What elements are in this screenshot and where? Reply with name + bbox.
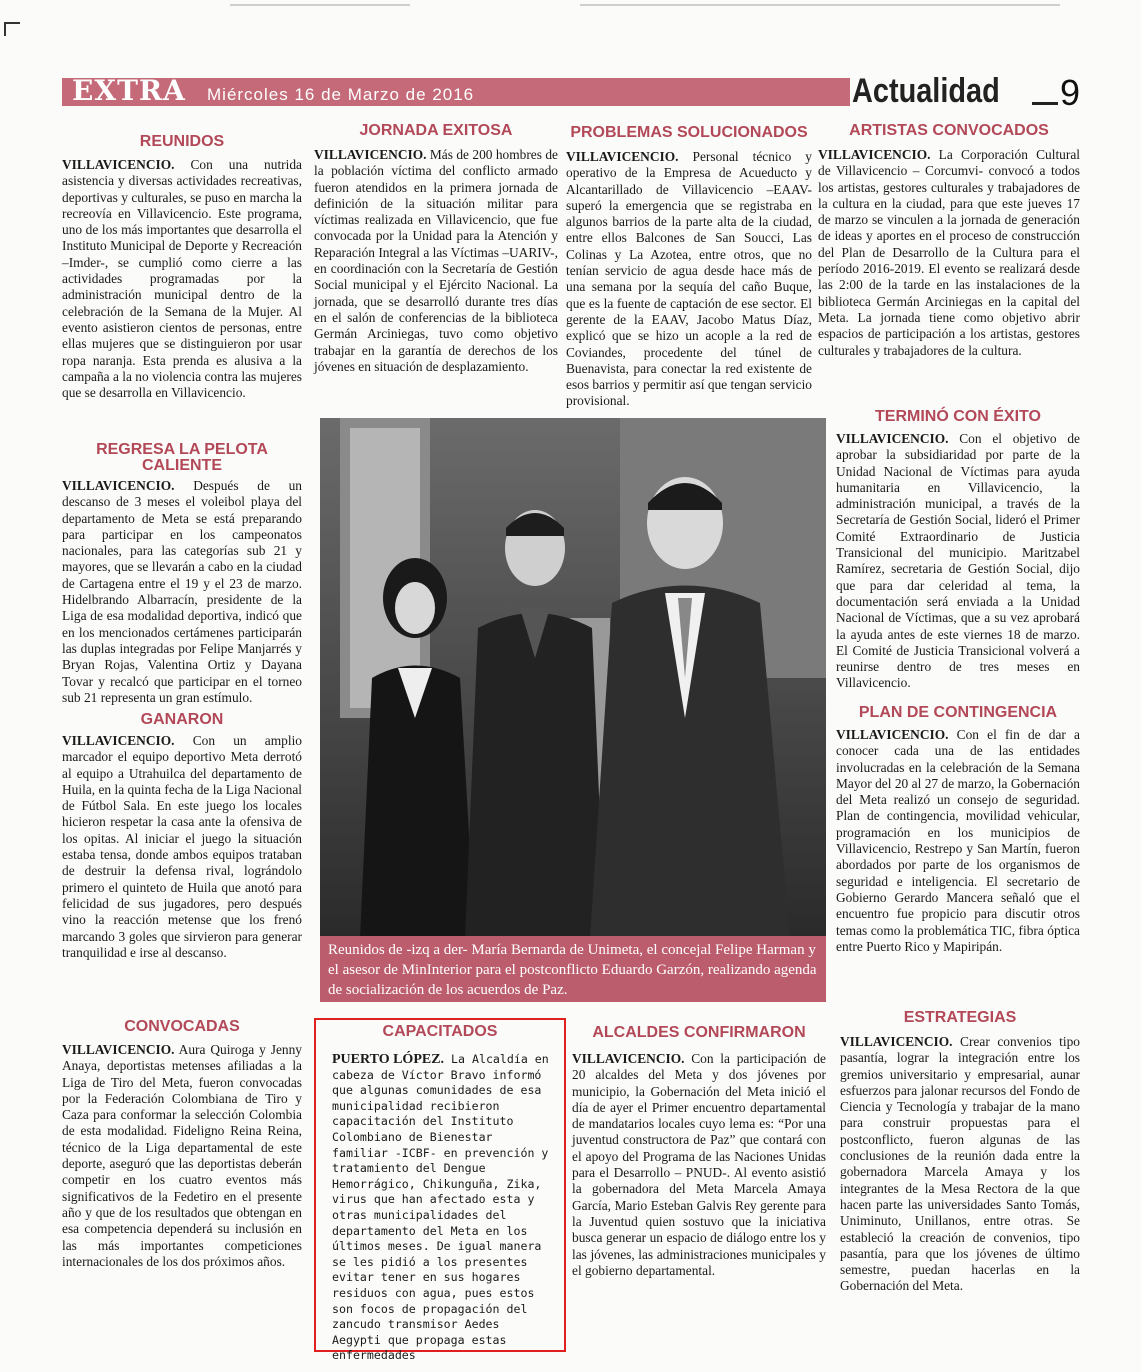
article-body (62, 157, 302, 401)
page-number: 9 (1060, 72, 1081, 113)
article-city: VILLAVICENCIO. (836, 431, 949, 446)
masthead (62, 72, 1085, 113)
article-pelota (62, 442, 302, 706)
article-title: REUNIDOS (139, 133, 225, 150)
article-body (62, 478, 302, 706)
article-body (840, 1034, 1080, 1295)
article-text: Con una nutrida asistencia y diversas actividades recreativas, deportivas y culturales, se puso en marcha la recreovía en Villavicencio. Este programa, uno de los más importantes que desarrolla el Instituto Municipal de Deporte y Recreación –Imder-, se cumplió como cierre a las actividades programadas por la administración municipal dentro de la celebración de la Semana de la Mujer. Al evento asistieron cientos de personas, entre ellas mujeres que se distinguieron por usar ropa naranja. Esta prenda es alusiva a la campaña a la no violencia contra las mujeres que se desarrolla en Villavicencio. (62, 157, 302, 401)
article-city: VILLAVICENCIO. (62, 478, 175, 493)
newspaper-logo: EXTRA (72, 74, 186, 107)
photo-illustration (320, 418, 826, 938)
article-title: REGRESA LA PELOTA CALIENTE (96, 441, 268, 474)
news-photo (320, 418, 826, 1002)
article-title: PROBLEMAS SOLUCIONADOS (570, 124, 808, 141)
article-title: ESTRATEGIAS (903, 1009, 1017, 1026)
article-text: Más de 200 hombres de la población víctima del conflicto armado fueron atendidos en la primera jornada de definición de la situación militar para víctimas realizada en Villavicencio, que fue convocada por la Unidad para la Atención y Reparación Integral a las Víctimas –UARIV-, en coordinación con la Secretaría de Gestión Social municipal y el Ejército Nacional. La jornada, que se desarrolló durante tres días en el salón de conferencias de la biblioteca Germán Arciniegas, tuvo como objetivo trabajar en la garantía de derechos de los jóvenes en situación de desplazamiento. (314, 147, 558, 374)
article-city: VILLAVICENCIO. (62, 733, 175, 748)
article-body (332, 1052, 552, 1364)
article-title: JORNADA EXITOSA (359, 122, 513, 139)
article-body (836, 431, 1080, 692)
article-problemas (566, 125, 812, 410)
article-body (566, 149, 812, 410)
article-title: CONVOCADAS (124, 1018, 240, 1035)
article-text: La Alcaldía en cabeza de Víctor Bravo informó que algunas comunidades de esa municipalidad recibieron capacitación del Instituto Colombiano de Bienestar familiar -ICBF- en prevención y tratamiento del Dengue Hemorrágico, Chikunguña, Zika, virus que han afectado esta y otras municipalidades del departamento del Meta en los últimos meses. De igual manera se les pidió a los presentes evitar tener en sus hogares residuos con agua, pues estos son focos de propagación del zancudo transmisor Aedes Aegypti que propaga estas enfermedades (332, 1052, 549, 1363)
article-text: Después de un descanso de 3 meses el voleibol playa del departamento de Meta se está preparando para participar en los campeonatos nacionales, para las categorías sub 21 y mayores, que se llevarán a cabo en la ciudad de Cartagena entre el 19 y el 23 de marzo. Hidelbrando Albarracín, presidente de la Liga de esa modalidad deportiva, indicó que en los mencionados certámenes participarán las duplas integradas por Felipe Manjarrés y Bryan Rojas, Valentina Ortiz y Dayana Tovar y recalcó que participar en el torneo sub 21 representa un gran estímulo. (62, 478, 302, 705)
article-plan (836, 705, 1080, 955)
article-body (62, 733, 302, 961)
article-termino (836, 409, 1080, 692)
article-text: Crear convenios tipo pasantía, lograr la integración entre los gremios universitario y empresarial, aunar esfuerzos para jalonar recursos del Fondo de Ciencia y Tecnología y trabajar de la mano para construir propuestas para el postconflicto, fueron algunas de las conclusiones de la reunión dada entre la gobernadora Marcela Amaya y los integrantes de la Mesa Rectora de la que hacen parte las universidades Santo Tomás, Uniminuto, Unillanos, entre otras. Se estableció la creación de convenios, tipo pasantía, para que los jóvenes de último semestre, puedan hacerlas en la Gobernación del Meta. (840, 1034, 1080, 1294)
article-body (836, 727, 1080, 955)
article-capacitados-box (314, 1018, 566, 1363)
article-text: Con un amplio marcador el equipo deportivo Meta derrotó al equipo a Utrahuilca del departamento de Huila, en la quinta fecha de la Liga Nacional de Fútbol Sala. En este juego los locales hicieron respetar la casa ante la ofensiva de los opitas. Al iniciar el juego la situación estaba tensa, donde ambos equipos trataban de destruir la defensa rival, lográndolo primero el quinteto de Huila que anotó para felicidad de sus jugadores, pero después vino la reacción metense que los frenó marcando 3 goles que sirvieron para generar tranquilidad e irse al descanso. (62, 733, 302, 960)
article-title: ARTISTAS CONVOCADOS (849, 122, 1049, 139)
article-ganaron (62, 712, 302, 961)
article-text: Aura Quiroga y Jenny Anaya, deportistas metenses afiliadas a la Liga de Tiro del Meta, fueron convocadas por la Federación Colombiana de Tiro y Caza para conformar la selección Colombia de esta modalidad. Fideligno Reina Reina, técnico de la Liga departamental de este deporte, aseguró que las deportistas deberán competir en los cuatro eventos más significativos de la Fedetiro en el presente año y que de los resultados que obtengan en esa competencia dependerá su inclusión en las más importantes competiciones internacionales de los dos próximos años. (62, 1042, 302, 1269)
article-city: VILLAVICENCIO. (572, 1051, 685, 1066)
article-body (572, 1051, 826, 1279)
photo-caption: Reunidos de -izq a der- María Bernarda de Unimeta, el concejal Felipe Harman y el asesor de MinInterior para el postconflicto Eduardo Garzón, realizando agenda de socialización de los acuerdos de Paz. (320, 936, 826, 1002)
article-text: La Corporación Cultural de Villavicencio – Corcumvi- convocó a todos los artistas, gestores culturales y trabajadores de la cultura en la ciudad, para que este jueves 17 de marzo se vinculen a la jornada de generación de ideas y aportes en el proceso de construcción del Plan de Desarrollo de la Cultura para el período 2016-2019. El evento se realizará desde las 2:00 de la tarde en las instalaciones de la biblioteca Germán Arciniegas en la capital del Meta. La jornada tiene como objetivo abrir espacios de participación a los artistas, gestores culturales y trabajadores de la cultura. (818, 147, 1080, 358)
article-city: VILLAVICENCIO. (840, 1034, 953, 1049)
article-city: VILLAVICENCIO. (314, 147, 427, 162)
article-convocadas (62, 1019, 302, 1270)
article-body (62, 1042, 302, 1270)
article-reunidos (62, 134, 302, 401)
article-alcaldes (572, 1025, 826, 1279)
article-city: VILLAVICENCIO. (62, 157, 175, 172)
article-title: PLAN DE CONTINGENCIA (858, 704, 1058, 721)
article-title: GANARON (140, 711, 224, 728)
article-title: CAPACITADOS (382, 1023, 498, 1040)
issue-date: Miércoles 16 de Marzo de 2016 (207, 85, 475, 104)
article-city: PUERTO LÓPEZ. (332, 1052, 445, 1067)
article-text: Con el fin de dar a conocer cada una de las entidades involucradas en la celebración de la Semana Mayor del 20 al 27 de marzo, la Gobernación del Meta realizó un consejo de seguridad. Plan de contingencia, movilidad vehicular, programación en los municipios de Villavicencio, Restrepo y San Martín, fueron abordados por parte de los organismos de seguridad e inteligencia. El secretario de Gobierno Gerardo Mancera señaló que el encuentro fue propicio para discutir otros temas como la problemática TIC, fibra óptica entre Puerto Rico y Mapiripán. (836, 727, 1080, 954)
section-title: Actualidad (852, 72, 1000, 110)
article-estrategias (840, 1010, 1080, 1295)
top-rule (230, 4, 410, 6)
article-artistas (818, 123, 1080, 359)
article-city: VILLAVICENCIO. (818, 147, 931, 162)
article-text: Con la participación de 20 alcaldes del Meta y dos jóvenes por municipio, la Gobernación del Meta inició el día de ayer el Primer encuentro departamental de mandatarios locales cuyo lema es: “Por una juventud constructora de Paz” que contará con el apoyo del Programa de las Naciones Unidas para el Desarrollo – PNUD-. Al evento asistió la gobernadora del Meta Marcela Amaya García, Mario Esteban Galvis Rey gerente para la Juventud quien sostuvo que la iniciativa busca generar un espacio de diálogo entre los y las jóvenes, las administraciones municipales y el gobierno departamental. (572, 1051, 826, 1278)
article-city: VILLAVICENCIO. (566, 149, 679, 164)
article-city: VILLAVICENCIO. (62, 1042, 175, 1057)
article-jornada (314, 123, 558, 375)
article-title: ALCALDES CONFIRMARON (592, 1024, 806, 1041)
section-underline (1032, 102, 1058, 105)
article-body (818, 147, 1080, 359)
article-body (314, 147, 558, 375)
crop-mark (4, 22, 20, 36)
top-rule (580, 4, 1060, 6)
article-text: Con el objetivo de aprobar la subsidiaridad por parte de la Unidad Nacional de Víctimas para ayuda humanitaria en Villavicencio, la administración municipal, a través de la Secretaría de Gestión Social, lideró el Primer Comité Extraordinario de Justicia Transicional del municipio. Maritzabel Ramírez, secretaria de Gestión Social, dijo que para dar celeridad al tema, la documentación será enviada a la Unidad Nacional de Víctimas, que a su vez aprobará la ayuda antes de este viernes 18 de marzo. El Comité de Justicia Transicional volverá a reunirse dentro de tres meses en Villavicencio. (836, 431, 1080, 691)
article-title: TERMINÓ CON ÉXITO (875, 408, 1041, 425)
article-text: Personal técnico y operativo de la Empresa de Acueducto y Alcantarillado de Villavicencio –EAAV- superó la emergencia que se registraba en algunos barrios de la parte alta de la ciudad, entre ellos Balcones de San Soucci, Las Colinas y La Azotea, entre otros, que no tenían servicio de agua desde hace más de una semana por la sequía del caño Buque, que es la fuente de captación de ese sector. El gerente de la EAAV, Jacobo Matus Díaz, explicó que se hizo un acople a la red de Coviandes, procedente del túnel de Buenavista, para conectar la red existente de esos barrios y permitir así que tengan servicio provisional. (566, 149, 812, 409)
article-city: VILLAVICENCIO. (836, 727, 949, 742)
